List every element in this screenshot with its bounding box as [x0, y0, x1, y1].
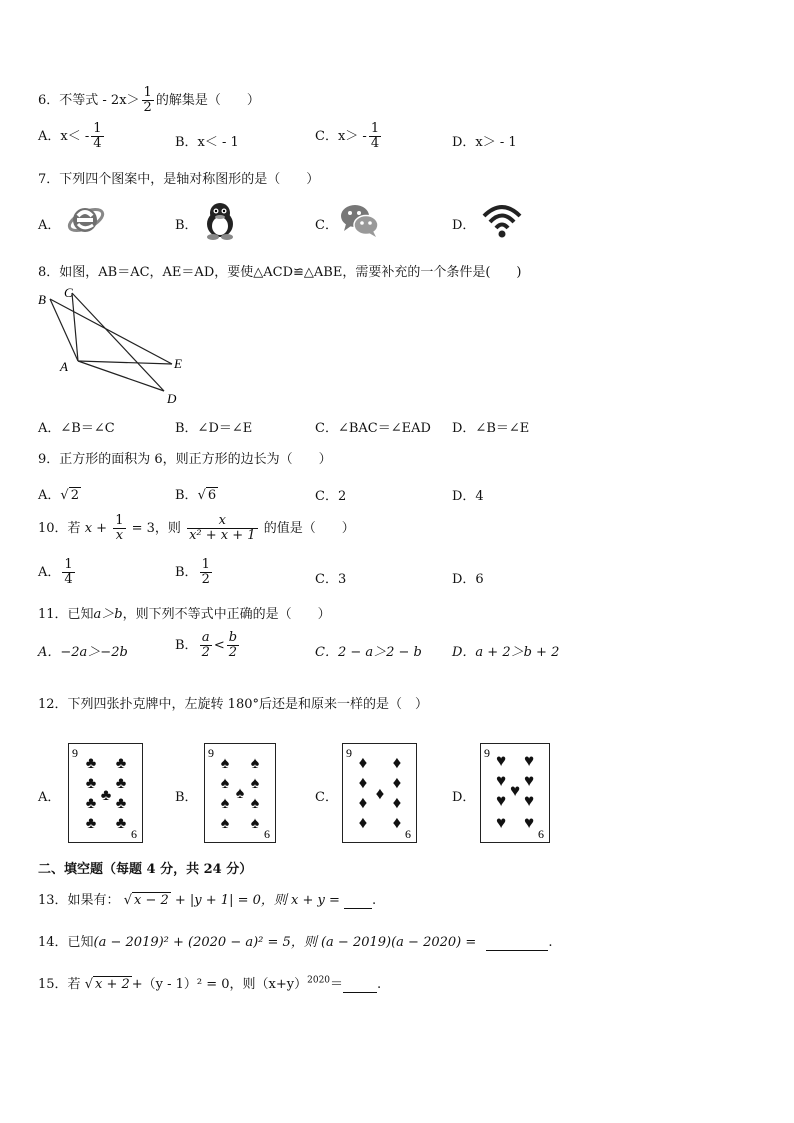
card-a-pip: ♣	[115, 815, 127, 832]
q15-answer-blank[interactable]	[343, 977, 377, 993]
card-d-pip: ♥	[495, 813, 507, 832]
q10-option-d[interactable]: D．6	[452, 572, 484, 587]
question-10-stem	[38, 514, 355, 543]
q12-option-a-label[interactable]: A．	[38, 790, 61, 805]
q10-a-den: 4	[64, 572, 73, 587]
q6-option-b[interactable]: B．x＜ - 1	[175, 135, 239, 150]
q15-radicand: x + 2	[94, 977, 130, 992]
q11-b-fraction-2	[227, 631, 239, 660]
question-6-stem	[38, 86, 260, 115]
q10-fraction-1	[113, 514, 125, 543]
q10-prefix: 10．若	[38, 521, 81, 536]
card-b-top-rank: 9	[208, 746, 214, 760]
q7-option-c-label[interactable]: C．	[315, 218, 338, 233]
q10-eq: = 3，则	[131, 521, 181, 536]
card-nine-diamonds	[342, 743, 417, 843]
q6-c-fraction	[369, 122, 381, 151]
triangle-diagram	[36, 285, 196, 414]
q9-b-label: B．	[175, 488, 198, 503]
q11-option-d[interactable]: D．a + 2＞b + 2	[452, 645, 560, 660]
point-c-label: C	[64, 285, 73, 300]
q6-option-d[interactable]: D．x＞ - 1	[452, 135, 517, 150]
card-a-pip: ♣	[115, 775, 127, 792]
q10-b-fraction	[200, 558, 212, 587]
q9-b-sqrt: √ 6	[197, 488, 217, 503]
q10-suffix: 的值是（ ）	[263, 521, 355, 536]
q11-b-lt: <	[213, 638, 225, 653]
q10-a-num: 1	[64, 557, 73, 572]
card-b-pip: ♠	[250, 795, 260, 812]
q8-option-c[interactable]: C．∠BAC＝∠EAD	[315, 421, 431, 436]
q10-a-fraction	[62, 558, 74, 587]
q13-middle: + |y + 1| = 0，则	[174, 893, 287, 908]
card-d-pip: ♥	[495, 771, 507, 790]
q13-radicand: x − 2	[133, 893, 169, 908]
card-d-top-rank: 9	[484, 746, 490, 760]
card-a-top-rank: 9	[72, 746, 78, 760]
card-b-pip: ♠	[220, 815, 230, 832]
q10-b-num: 1	[201, 557, 210, 572]
q10-b-label: B．	[175, 565, 198, 580]
point-a-label: A	[60, 359, 68, 374]
card-a-pip: ♣	[115, 755, 127, 772]
q9-option-c[interactable]: C．2	[315, 489, 347, 504]
card-nine-spades	[204, 743, 276, 843]
card-b-pip: ♠	[235, 785, 245, 802]
card-d-pip: ♥	[509, 781, 521, 800]
card-b-pip: ♠	[250, 815, 260, 832]
card-a-pip: ♣	[85, 815, 97, 832]
card-d-bottom-rank: 6	[538, 827, 544, 841]
card-c-top-rank: 9	[346, 746, 352, 760]
card-c-pip: ♦	[358, 813, 368, 832]
q10-frac1-num: 1	[115, 513, 124, 528]
question-13	[38, 889, 376, 909]
q6-a-label: A．x＜ -	[38, 129, 90, 144]
card-d-pip: ♥	[495, 751, 507, 770]
q10-frac2-den: x² + x + 1	[189, 528, 256, 543]
q8-option-a[interactable]: A．∠B＝∠C	[38, 421, 115, 436]
q10-option-a[interactable]	[38, 558, 77, 587]
card-a-pip: ♣	[85, 775, 97, 792]
q15-sqrt: √ x + 2	[84, 977, 130, 992]
qq-penguin-icon	[202, 200, 238, 244]
q11-b-label: B．	[175, 638, 198, 653]
q14-prefix: 14．已知	[38, 935, 94, 950]
card-b-pip: ♠	[220, 775, 230, 792]
card-a-pip: ♣	[85, 755, 97, 772]
q6-a-den: 4	[93, 136, 102, 151]
ie-logo-icon	[66, 200, 106, 244]
q9-b-radicand: 6	[207, 488, 217, 503]
q12-option-b-label[interactable]: B．	[175, 790, 198, 805]
point-b-label: B	[38, 292, 46, 307]
q7-option-b-label[interactable]: B．	[175, 218, 198, 233]
card-nine-hearts	[480, 743, 550, 843]
card-b-pip: ♠	[250, 755, 260, 772]
card-c-pip: ♦	[392, 793, 402, 812]
q9-option-d[interactable]: D．4	[452, 489, 484, 504]
q6-stem-tail: 的解集是（ ）	[155, 93, 260, 108]
q14-expr: (a − 2019)² + (2020 − a)² = 5，则 (a − 2019)(a − 2020) =	[93, 935, 477, 950]
q15-prefix: 15．若	[38, 977, 81, 992]
question-15	[38, 973, 381, 993]
card-c-pip: ♦	[392, 813, 402, 832]
question-11-stem	[38, 603, 331, 622]
q6-frac-den: 2	[143, 100, 152, 115]
q6-option-a[interactable]	[38, 122, 106, 151]
q10-plus: +	[96, 521, 108, 536]
q10-frac2-num: x	[187, 514, 257, 529]
q11-b-fraction-1	[200, 631, 212, 660]
q6-option-c[interactable]	[315, 122, 383, 151]
q7-option-a-label[interactable]: A．	[38, 218, 61, 233]
card-a-pip: ♣	[115, 795, 127, 812]
q14-end: .	[548, 935, 553, 950]
question-8-stem: 8．如图，AB＝AC，AE＝AD，要使△ACD≌△ABE，需要补充的一个条件是( )	[38, 265, 522, 280]
card-b-pip: ♠	[250, 775, 260, 792]
card-c-pip: ♦	[392, 753, 402, 772]
q10-fraction-2	[187, 514, 257, 543]
card-a-pip: ♣	[100, 787, 112, 804]
q6-a-fraction	[91, 122, 103, 151]
q11-b-num1: a	[200, 631, 212, 646]
card-c-pip: ♦	[358, 793, 368, 812]
question-7-stem: 7．下列四个图案中，是轴对称图形的是（ ）	[38, 172, 320, 187]
q6-frac-num: 1	[143, 85, 152, 100]
q15-exponent: 2020	[307, 975, 331, 986]
q13-prefix: 13．如果有：	[38, 893, 120, 908]
q6-fraction	[142, 86, 154, 115]
q11-option-a[interactable]: A．−2a＞−2b	[38, 645, 128, 660]
question-14	[38, 931, 553, 951]
q11-option-c[interactable]: C．2 − a＞2 − b	[315, 645, 422, 660]
card-b-pip: ♠	[220, 795, 230, 812]
point-d-label: D	[167, 391, 177, 406]
q11-condition: a＞b	[93, 607, 123, 622]
point-e-label: E	[174, 356, 182, 371]
q10-a-label: A．	[38, 565, 61, 580]
question-9-stem: 9．正方形的面积为 6，则正方形的边长为（ ）	[38, 452, 332, 467]
card-c-pip: ♦	[375, 784, 385, 803]
q10-option-b[interactable]	[175, 558, 214, 587]
q9-a-label: A．	[38, 488, 61, 503]
q11-suffix: ，则下列不等式中正确的是（ ）	[122, 607, 331, 622]
card-d-pip: ♥	[523, 751, 535, 770]
q15-middle: +（y - 1）² = 0，则（x+y）	[131, 977, 308, 992]
card-c-bottom-rank: 6	[405, 827, 411, 841]
q10-frac1-den: x	[115, 528, 124, 543]
q6-stem-text: 6．不等式 - 2x＞	[38, 93, 140, 108]
card-d-pip: ♥	[523, 791, 535, 810]
q11-option-b[interactable]	[175, 631, 241, 660]
q10-option-c[interactable]: C．3	[315, 572, 347, 587]
q9-option-b[interactable]	[175, 484, 218, 503]
q13-answer-blank[interactable]	[344, 893, 372, 909]
card-c-pip: ♦	[358, 753, 368, 772]
card-b-pip: ♠	[220, 755, 230, 772]
q14-answer-blank[interactable]	[486, 935, 548, 951]
card-d-pip: ♥	[495, 791, 507, 810]
q11-b-num2: b	[228, 630, 238, 645]
q10-var-x: x	[84, 521, 93, 536]
question-12-stem: 12．下列四张扑克牌中，左旋转 180°后还是和原来一样的是（ ）	[38, 697, 428, 712]
q9-option-a[interactable]	[38, 484, 81, 503]
section-2-title: 二、填空题（每题 4 分，共 24 分）	[38, 862, 253, 877]
q6-c-den: 4	[370, 136, 380, 151]
q11-prefix: 11．已知	[38, 607, 94, 622]
card-d-pip: ♥	[523, 813, 535, 832]
card-d-pip: ♥	[523, 771, 535, 790]
card-c-pip: ♦	[358, 773, 368, 792]
card-a-bottom-rank: 6	[131, 827, 137, 841]
q8-option-b[interactable]: B．∠D＝∠E	[175, 421, 253, 436]
q13-end: .	[372, 893, 377, 908]
q15-end: .	[377, 977, 382, 992]
q12-option-d-label[interactable]: D．	[452, 790, 476, 805]
wechat-icon	[338, 200, 382, 244]
q7-option-d-label[interactable]: D．	[452, 218, 476, 233]
card-b-bottom-rank: 6	[264, 827, 270, 841]
card-c-pip: ♦	[392, 773, 402, 792]
card-a-pip: ♣	[85, 795, 97, 812]
wifi-icon	[480, 200, 524, 244]
q6-a-num: 1	[93, 121, 102, 136]
q13-expr: x + y =	[291, 893, 340, 908]
q9-a-radicand: 2	[70, 488, 79, 503]
q6-c-label: C．x＞ -	[315, 129, 367, 144]
card-nine-clubs	[68, 743, 143, 843]
q9-a-sqrt: √ 2	[60, 488, 79, 503]
q12-option-c-label[interactable]: C．	[315, 790, 338, 805]
q11-b-den1: 2	[201, 645, 210, 660]
q10-b-den: 2	[201, 572, 210, 587]
q13-sqrt: √ x − 2	[123, 893, 169, 908]
q15-eq: ＝	[330, 977, 344, 992]
q6-c-num: 1	[370, 121, 380, 136]
q11-b-den2: 2	[228, 645, 238, 660]
q8-option-d[interactable]: D．∠B＝∠E	[452, 421, 530, 436]
